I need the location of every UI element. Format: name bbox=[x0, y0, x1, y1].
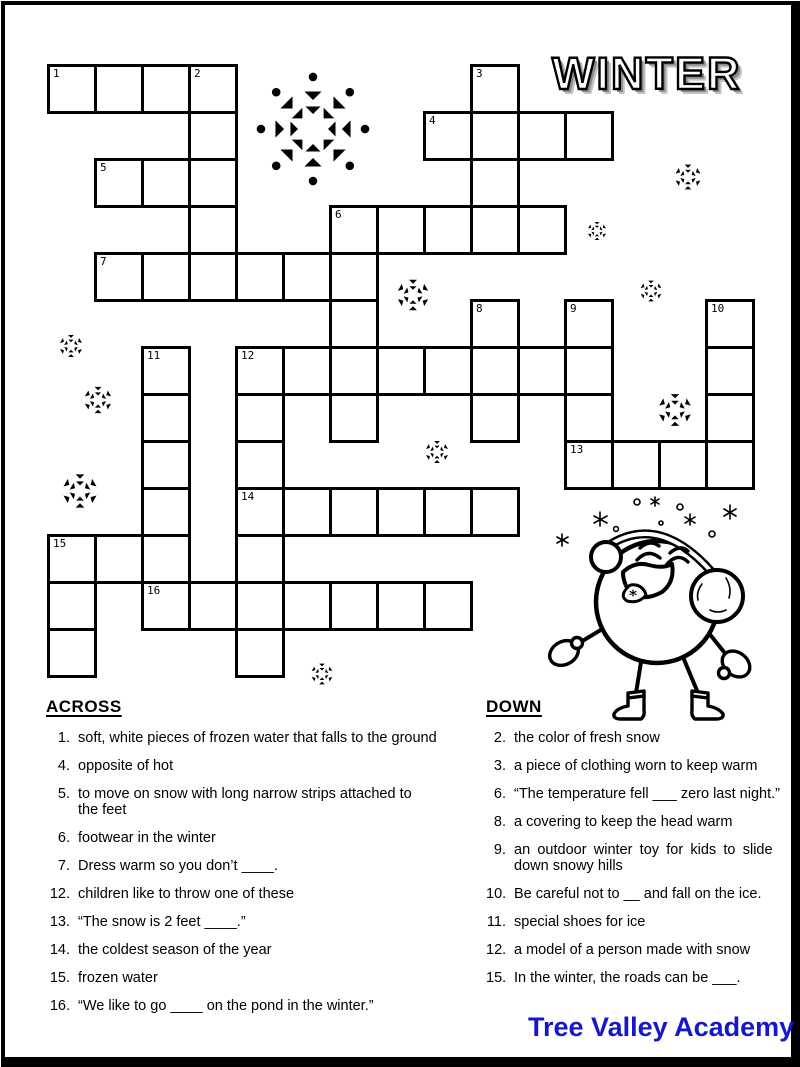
snowflake-icon bbox=[584, 218, 610, 244]
down-clue-list bbox=[486, 730, 794, 986]
grid-cell-r6-c7[interactable] bbox=[376, 346, 426, 396]
snowflake-icon bbox=[421, 436, 453, 468]
clue-number: 13. bbox=[49, 914, 70, 930]
grid-cell-r7-c2[interactable] bbox=[141, 393, 191, 443]
grid-cell-r6-c14[interactable] bbox=[705, 346, 755, 396]
grid-cell-r9-c9[interactable] bbox=[470, 487, 520, 537]
cell-number: 5 bbox=[100, 161, 107, 174]
across-clue-5 bbox=[46, 786, 464, 818]
clue-text: In the winter, the roads can be ___. bbox=[514, 970, 741, 986]
grid-cell-r8-c12[interactable] bbox=[611, 440, 661, 490]
clue-number: 16. bbox=[49, 998, 70, 1014]
grid-cell-r10-c4[interactable] bbox=[235, 534, 285, 584]
clue-number: 3. bbox=[493, 758, 506, 774]
grid-cell-r6-c11[interactable] bbox=[564, 346, 614, 396]
grid-cell-r7-c9[interactable] bbox=[470, 393, 520, 443]
grid-cell-r7-c6[interactable] bbox=[329, 393, 379, 443]
clue-text: to move on snow with long narrow strips attached to the feet bbox=[78, 786, 412, 818]
grid-cell-r0-c3[interactable] bbox=[188, 64, 238, 114]
clue-text: “The temperature fell ___ zero last night.” bbox=[514, 786, 780, 802]
clue-number: 7. bbox=[57, 858, 70, 874]
clue-text: the coldest season of the year bbox=[78, 942, 272, 958]
cell-number: 13 bbox=[570, 443, 584, 456]
grid-cell-r4-c3[interactable] bbox=[188, 252, 238, 302]
clue-text: special shoes for ice bbox=[514, 914, 646, 930]
clue-number: 15. bbox=[486, 970, 507, 986]
grid-cell-r11-c3[interactable] bbox=[188, 581, 238, 631]
grid-cell-r2-c9[interactable] bbox=[470, 158, 520, 208]
clue-number: 2. bbox=[493, 730, 506, 746]
cell-number: 12 bbox=[241, 349, 255, 362]
grid-cell-r12-c0[interactable] bbox=[47, 628, 97, 678]
grid-cell-r11-c8[interactable] bbox=[423, 581, 473, 631]
down-clue-15 bbox=[486, 970, 794, 986]
cell-number: 8 bbox=[476, 302, 483, 315]
down-clue-12 bbox=[486, 942, 794, 958]
cell-number: 10 bbox=[711, 302, 725, 315]
across-clue-13 bbox=[46, 914, 464, 930]
across-header: ACROSS bbox=[46, 697, 122, 716]
cell-number: 7 bbox=[100, 255, 107, 268]
grid-cell-r6-c4[interactable] bbox=[235, 346, 285, 396]
grid-cell-r4-c1[interactable] bbox=[94, 252, 144, 302]
snowflake-icon bbox=[391, 273, 435, 317]
clue-text: frozen water bbox=[78, 970, 158, 986]
grid-cell-r8-c14[interactable] bbox=[705, 440, 755, 490]
down-clue-6 bbox=[486, 786, 794, 802]
grid-cell-r5-c9[interactable] bbox=[470, 299, 520, 349]
grid-cell-r3-c10[interactable] bbox=[517, 205, 567, 255]
brand-text: Tree Valley Academy bbox=[528, 1012, 795, 1042]
clue-number: 6. bbox=[57, 830, 70, 846]
clue-number: 12. bbox=[49, 886, 70, 902]
clue-number: 14. bbox=[49, 942, 70, 958]
grid-cell-r11-c5[interactable] bbox=[282, 581, 332, 631]
grid-cell-r2-c1[interactable] bbox=[94, 158, 144, 208]
cell-number: 9 bbox=[570, 302, 577, 315]
grid-cell-r0-c9[interactable] bbox=[470, 64, 520, 114]
grid-cell-r4-c4[interactable] bbox=[235, 252, 285, 302]
grid-cell-r1-c10[interactable] bbox=[517, 111, 567, 161]
clue-number: 12. bbox=[486, 942, 507, 958]
clue-number: 4. bbox=[57, 758, 70, 774]
clue-text: the color of fresh snow bbox=[514, 730, 660, 746]
cell-number: 6 bbox=[335, 208, 342, 221]
grid-cell-r3-c7[interactable] bbox=[376, 205, 426, 255]
down-header: DOWN bbox=[486, 697, 542, 716]
across-clue-12 bbox=[46, 886, 464, 902]
grid-cell-r8-c2[interactable] bbox=[141, 440, 191, 490]
snowflake-icon bbox=[55, 330, 87, 362]
down-clue-10 bbox=[486, 886, 794, 902]
grid-cell-r7-c14[interactable] bbox=[705, 393, 755, 443]
cell-number: 1 bbox=[53, 67, 60, 80]
grid-cell-r11-c7[interactable] bbox=[376, 581, 426, 631]
grid-cell-r8-c13[interactable] bbox=[658, 440, 708, 490]
clue-text: footwear in the winter bbox=[78, 830, 216, 846]
grid-cell-r11-c0[interactable] bbox=[47, 581, 97, 631]
grid-cell-r6-c5[interactable] bbox=[282, 346, 332, 396]
down-clue-8 bbox=[486, 814, 794, 830]
clue-text: Be careful not to __ and fall on the ice. bbox=[514, 886, 762, 902]
grid-cell-r0-c0[interactable] bbox=[47, 64, 97, 114]
grid-cell-r5-c11[interactable] bbox=[564, 299, 614, 349]
grid-cell-r0-c1[interactable] bbox=[94, 64, 144, 114]
grid-cell-r4-c2[interactable] bbox=[141, 252, 191, 302]
grid-cell-r6-c8[interactable] bbox=[423, 346, 473, 396]
clue-text: opposite of hot bbox=[78, 758, 174, 774]
across-clue-16 bbox=[46, 998, 464, 1014]
across-section bbox=[46, 697, 464, 1026]
grid-cell-r1-c3[interactable] bbox=[188, 111, 238, 161]
grid-cell-r0-c2[interactable] bbox=[141, 64, 191, 114]
grid-cell-r6-c6[interactable] bbox=[329, 346, 379, 396]
grid-cell-r4-c5[interactable] bbox=[282, 252, 332, 302]
grid-cell-r11-c2[interactable] bbox=[141, 581, 191, 631]
cell-number: 16 bbox=[147, 584, 161, 597]
clue-text: a model of a person made with snow bbox=[514, 942, 751, 958]
grid-cell-r4-c6[interactable] bbox=[329, 252, 379, 302]
clue-text: Dress warm so you don’t ____. bbox=[78, 858, 278, 874]
across-clue-7 bbox=[46, 858, 464, 874]
across-clue-14 bbox=[46, 942, 464, 958]
grid-cell-r2-c2[interactable] bbox=[141, 158, 191, 208]
grid-cell-r3-c6[interactable] bbox=[329, 205, 379, 255]
down-clue-3 bbox=[486, 758, 794, 774]
clue-text: a covering to keep the head warm bbox=[514, 814, 733, 830]
grid-cell-r8-c4[interactable] bbox=[235, 440, 285, 490]
clue-text: soft, white pieces of frozen water that falls to the ground bbox=[78, 730, 437, 746]
snowflake-icon bbox=[79, 381, 117, 419]
grid-cell-r1-c9[interactable] bbox=[470, 111, 520, 161]
grid-cell-r10-c1[interactable] bbox=[94, 534, 144, 584]
clue-text: “The snow is 2 feet ____.” bbox=[78, 914, 246, 930]
grid-cell-r7-c11[interactable] bbox=[564, 393, 614, 443]
grid-cell-r9-c5[interactable] bbox=[282, 487, 332, 537]
across-clue-15 bbox=[46, 970, 464, 986]
down-clue-11 bbox=[486, 914, 794, 930]
clue-text: children like to throw one of these bbox=[78, 886, 295, 902]
cell-number: 4 bbox=[429, 114, 436, 127]
across-clue-6 bbox=[46, 830, 464, 846]
clue-text: a piece of clothing worn to keep warm bbox=[514, 758, 758, 774]
grid-cell-r10-c2[interactable] bbox=[141, 534, 191, 584]
grid-cell-r2-c3[interactable] bbox=[188, 158, 238, 208]
clue-number: 15. bbox=[49, 970, 70, 986]
grid-cell-r11-c6[interactable] bbox=[329, 581, 379, 631]
down-clue-2 bbox=[486, 730, 794, 746]
snowflake-icon bbox=[56, 467, 104, 515]
grid-cell-r11-c4[interactable] bbox=[235, 581, 285, 631]
across-clue-4 bbox=[46, 758, 464, 774]
grid-cell-r5-c14[interactable] bbox=[705, 299, 755, 349]
clue-text: “We like to go ____ on the pond in the winter.” bbox=[78, 998, 374, 1014]
cell-number: 3 bbox=[476, 67, 483, 80]
snowflake-icon bbox=[670, 159, 706, 195]
down-section bbox=[486, 697, 794, 998]
grid-cell-r9-c6[interactable] bbox=[329, 487, 379, 537]
clue-number: 5. bbox=[57, 786, 70, 802]
clue-number: 10. bbox=[486, 886, 507, 902]
snowflake-icon bbox=[307, 659, 337, 689]
grid-cell-r6-c10[interactable] bbox=[517, 346, 567, 396]
grid-cell-r9-c7[interactable] bbox=[376, 487, 426, 537]
cell-number: 15 bbox=[53, 537, 67, 550]
snowflake-icon bbox=[254, 70, 372, 188]
grid-cell-r1-c11[interactable] bbox=[564, 111, 614, 161]
grid-cell-r3-c9[interactable] bbox=[470, 205, 520, 255]
across-clue-1 bbox=[46, 730, 464, 746]
grid-cell-r7-c4[interactable] bbox=[235, 393, 285, 443]
across-clue-list bbox=[46, 730, 464, 1014]
grid-cell-r9-c2[interactable] bbox=[141, 487, 191, 537]
down-clue-9 bbox=[486, 842, 794, 874]
clue-number: 1. bbox=[57, 730, 70, 746]
cell-number: 11 bbox=[147, 349, 161, 362]
clue-text: an outdoor winter toy for kids to slide down snowy hills bbox=[514, 842, 773, 874]
cell-number: 2 bbox=[194, 67, 201, 80]
grid-cell-r3-c8[interactable] bbox=[423, 205, 473, 255]
grid-cell-r12-c4[interactable] bbox=[235, 628, 285, 678]
grid-cell-r5-c6[interactable] bbox=[329, 299, 379, 349]
grid-cell-r9-c4[interactable] bbox=[235, 487, 285, 537]
clue-number: 8. bbox=[493, 814, 506, 830]
clue-number: 6. bbox=[493, 786, 506, 802]
snowflake-icon bbox=[652, 387, 698, 433]
grid-cell-r1-c8[interactable] bbox=[423, 111, 473, 161]
worksheet-title: WINTER bbox=[552, 48, 742, 99]
snowflake-icon bbox=[636, 276, 666, 306]
grid-cell-r10-c0[interactable] bbox=[47, 534, 97, 584]
grid-cell-r3-c3[interactable] bbox=[188, 205, 238, 255]
grid-cell-r8-c11[interactable] bbox=[564, 440, 614, 490]
grid-cell-r9-c8[interactable] bbox=[423, 487, 473, 537]
cell-number: 14 bbox=[241, 490, 255, 503]
clue-number: 9. bbox=[493, 842, 506, 858]
grid-cell-r6-c9[interactable] bbox=[470, 346, 520, 396]
clue-number: 11. bbox=[486, 914, 506, 930]
grid-cell-r6-c2[interactable] bbox=[141, 346, 191, 396]
